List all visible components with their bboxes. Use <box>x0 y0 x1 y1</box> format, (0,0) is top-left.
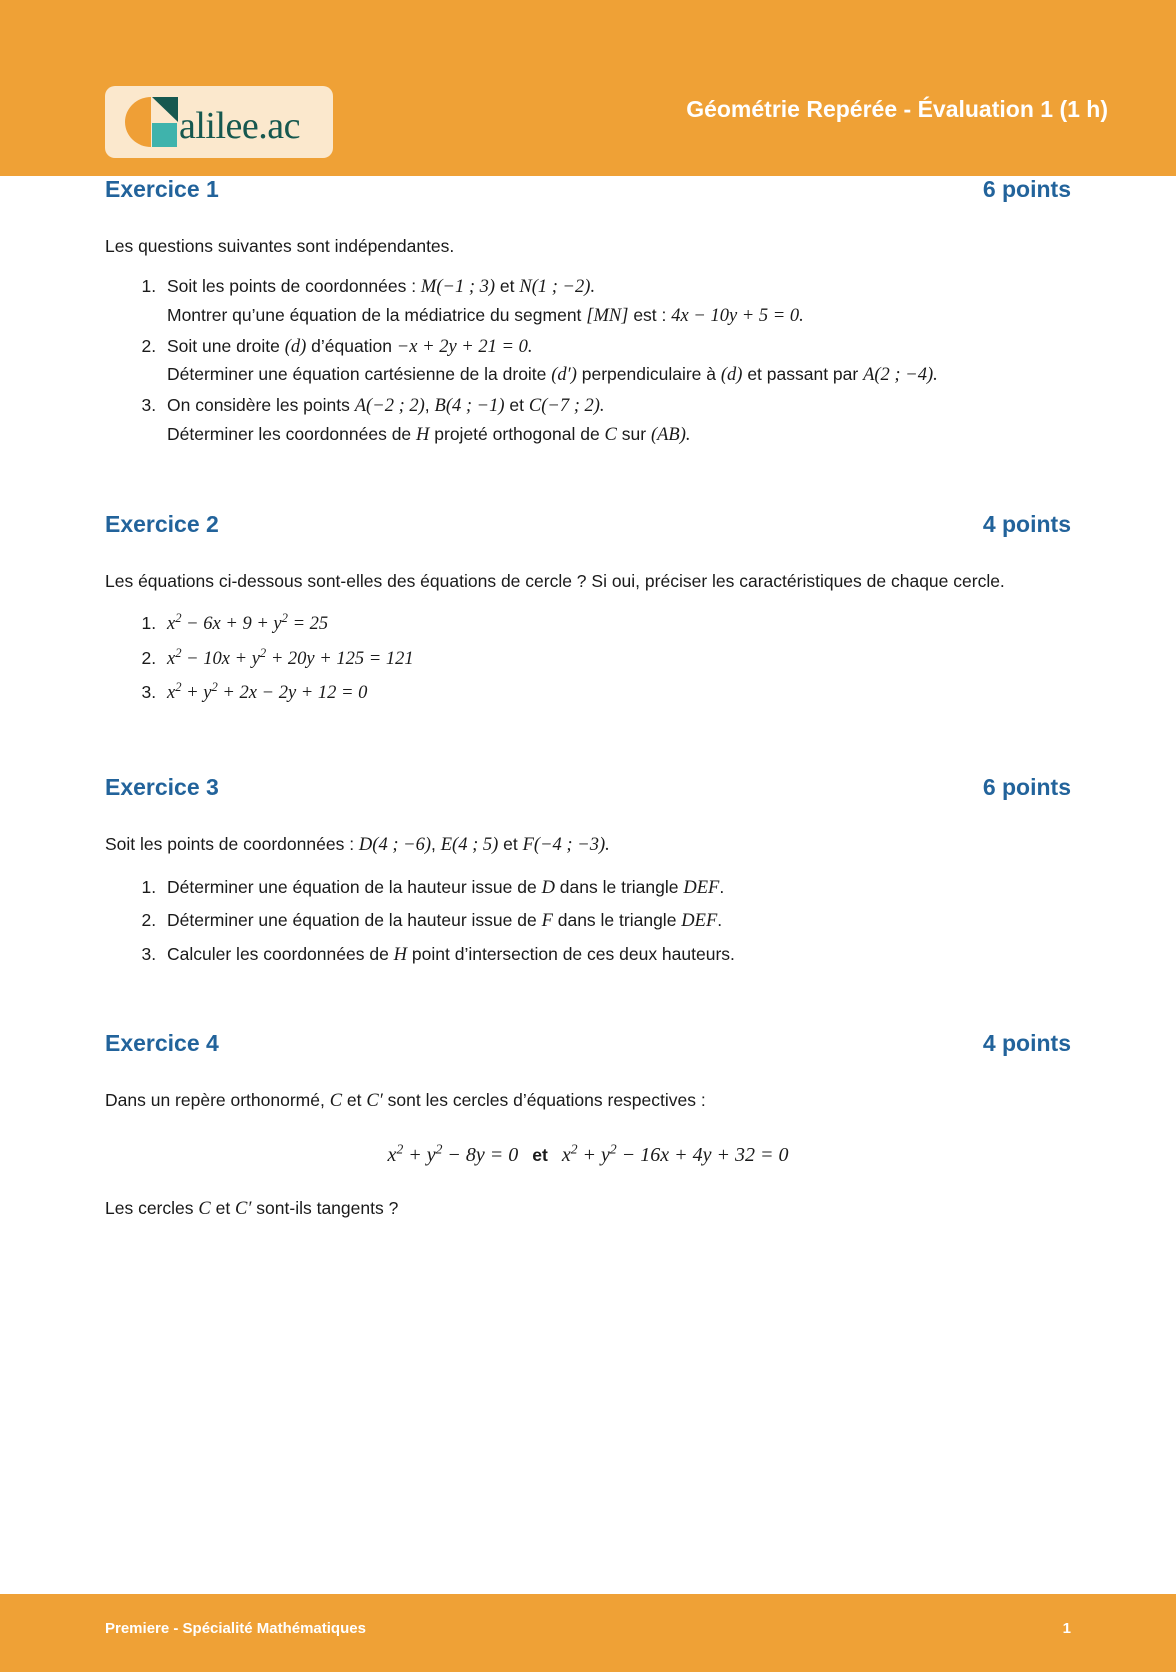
ex3-math-D: D(4 ; −6) <box>358 835 431 856</box>
exercise-2-points: 4 points <box>982 511 1071 538</box>
ex4-math-Cprime: C′ <box>366 1090 383 1111</box>
q3-math-A: A(−2 ; 2) <box>354 395 425 416</box>
exercise-1-title: Exercice 1 <box>105 176 219 202</box>
exercise-2-equation-list <box>105 609 1071 708</box>
ex4-intro-text: Dans un repère orthonormé, <box>105 1089 330 1110</box>
exercise-4-heading <box>105 1030 1071 1057</box>
exercise-1-question-list <box>105 273 1071 449</box>
q2-line2 <box>167 361 1071 390</box>
q1-math-equation: 4x − 10y + 5 = 0. <box>671 305 804 326</box>
equation-2: $x^2 - 10x + y^2 + 20y + 125 = 121$ <box>167 645 414 669</box>
q3-line1-mid2: et <box>504 394 529 415</box>
list-item <box>161 392 1071 449</box>
document-body <box>0 176 1176 1224</box>
logo-triangle-shape <box>152 97 178 122</box>
exercise-4-equations <box>105 1142 1071 1168</box>
list-item <box>161 874 1071 903</box>
galilee-logo-icon <box>125 97 178 147</box>
q3-math-C: C(−7 ; 2). <box>528 395 605 416</box>
ex3-q2-math2: DEF <box>681 911 718 932</box>
q1-math-MN: [MN] <box>586 305 629 326</box>
exercise-3-intro <box>105 831 1071 860</box>
ex3-q2-text: Déterminer une équation de la hauteur issue de <box>167 910 542 931</box>
q3-math-H: H <box>416 424 430 445</box>
list-item <box>161 333 1071 390</box>
q2-math-d: (d) <box>284 336 307 357</box>
ex4-intro-post: sont les cercles d’équations respectives : <box>382 1089 706 1110</box>
ex4-intro-mid: et <box>342 1089 367 1110</box>
exercise-4-intro <box>105 1087 1071 1116</box>
q3-line1-mid: , <box>424 394 435 415</box>
ex3-q1-mid: dans le triangle <box>554 876 684 897</box>
q1-line1-mid: et <box>495 276 520 297</box>
q2-math-d2: (d) <box>720 365 743 386</box>
q1-math-M: M(−1 ; 3) <box>420 277 496 298</box>
ex4-q-math-Cprime: C′ <box>235 1199 252 1220</box>
q2-line2-text: Déterminer une équation cartésienne de la droite <box>167 364 552 385</box>
ex4-q-text: Les cercles <box>105 1198 199 1219</box>
footer-page-number: 1 <box>1062 1620 1071 1637</box>
q1-line2-mid: est : <box>628 304 672 325</box>
equation-3: $x^2 + y^2 + 2x - 2y + 12 = 0$ <box>167 680 368 704</box>
exercise-1-points: 6 points <box>982 176 1071 202</box>
equation-1: $x^2 - 6x + 9 + y^2 = 25$ <box>167 610 329 634</box>
q3-line2-mid2: sur <box>616 423 651 444</box>
q2-math-dprime: (d′) <box>551 365 577 386</box>
ex3-intro-mid: , <box>431 834 441 855</box>
ex3-q3-math1: H <box>393 945 408 966</box>
exercise-3-question-list <box>105 874 1071 970</box>
q3-line2 <box>167 421 1071 450</box>
logo <box>105 86 333 158</box>
ex4-q-mid: et <box>210 1198 236 1219</box>
page-footer <box>0 1594 1176 1672</box>
q2-line2-mid: perpendiculaire à <box>576 364 721 385</box>
ex3-q1-math1: D <box>541 877 555 898</box>
list-item <box>161 609 1071 639</box>
q2-math-equation: −x + 2y + 21 = 0. <box>396 336 533 357</box>
exercise-2-section <box>105 511 1071 708</box>
exercise-3-heading <box>105 774 1071 801</box>
exercise-4-title: Exercice 4 <box>105 1029 219 1056</box>
exercise-3-title: Exercice 3 <box>105 774 219 801</box>
q3-line2-mid: projeté orthogonal de <box>429 423 605 444</box>
ex3-q1-text: Déterminer une équation de la hauteur issue de <box>167 876 542 897</box>
exercise-2-intro: Les équations ci-dessous sont-elles des équations de cercle ? Si oui, préciser les caractéristiques de chaque cercle. <box>105 571 1005 592</box>
ex3-q1-post: . <box>719 876 725 897</box>
q2-math-A: A(2 ; −4). <box>863 365 938 386</box>
ex4-q-post: sont-ils tangents ? <box>251 1198 399 1219</box>
q2-line1-mid: d’équation <box>306 335 397 356</box>
ex3-math-E: E(4 ; 5) <box>440 835 499 856</box>
ex3-q1-math2: DEF <box>683 877 720 898</box>
ex4-math-C: C <box>329 1090 343 1111</box>
ex3-q2-mid: dans le triangle <box>552 910 682 931</box>
list-item <box>161 678 1071 708</box>
list-item <box>161 941 1071 970</box>
exercise-1-section <box>105 176 1071 449</box>
ex3-intro-text: Soit les points de coordonnées : <box>105 834 359 855</box>
q1-math-N: N(1 ; −2). <box>519 277 596 298</box>
footer-course-label: Premiere - Spécialité Mathématiques <box>105 1620 366 1637</box>
q3-line1-text: On considère les points <box>167 394 355 415</box>
logo-half-circle-shape <box>125 97 151 147</box>
ex3-q2-post: . <box>717 910 723 931</box>
q2-line2-mid2: et passant par <box>742 364 864 385</box>
q1-line2-text: Montrer qu’une équation de la médiatrice du segment <box>167 304 587 325</box>
q3-math-C2: C <box>604 424 617 445</box>
exercise-2-title: Exercice 2 <box>105 511 219 538</box>
q3-math-AB: (AB). <box>650 424 691 445</box>
ex3-intro-mid2: et <box>498 834 523 855</box>
page-title: Géométrie Repérée - Évaluation 1 (1 h) <box>686 96 1108 122</box>
q3-line2-text: Déterminer les coordonnées de <box>167 423 417 444</box>
exercise-4-question <box>105 1195 1071 1224</box>
ex4-equation-left: $x^2 + y^2 - 8y = 0$ <box>387 1141 519 1167</box>
ex3-q2-math1: F <box>541 911 553 932</box>
exercise-3-points: 6 points <box>982 774 1071 801</box>
q3-math-B: B(4 ; −1) <box>434 395 505 416</box>
ex3-q3-text: Calculer les coordonnées de <box>167 944 394 965</box>
q2-line1-text: Soit une droite <box>167 335 285 356</box>
list-item <box>161 273 1071 330</box>
exercise-1-intro: Les questions suivantes sont indépendantes. <box>105 236 455 256</box>
list-item <box>161 907 1071 936</box>
q1-line2 <box>167 302 1071 331</box>
ex4-equation-right: $x^2 + y^2 - 16x + 4y + 32 = 0$ <box>561 1141 789 1167</box>
logo-wordmark: alilee.ac <box>179 105 301 147</box>
ex4-q-math-C: C <box>198 1199 211 1220</box>
exercise-1-heading <box>105 176 1071 203</box>
exercise-4-section <box>105 1030 1071 1224</box>
ex4-equation-join: et <box>532 1145 548 1166</box>
page-header <box>0 0 1176 176</box>
exercise-2-heading <box>105 511 1071 538</box>
logo-square-shape <box>152 123 177 147</box>
exercise-4-points: 4 points <box>982 1029 1071 1056</box>
q1-line1-text: Soit les points de coordonnées : <box>167 276 421 297</box>
ex3-math-F: F(−4 ; −3). <box>522 835 610 856</box>
list-item <box>161 643 1071 673</box>
ex3-q3-mid: point d’intersection de ces deux hauteurs. <box>407 944 735 965</box>
exercise-3-section <box>105 774 1071 970</box>
